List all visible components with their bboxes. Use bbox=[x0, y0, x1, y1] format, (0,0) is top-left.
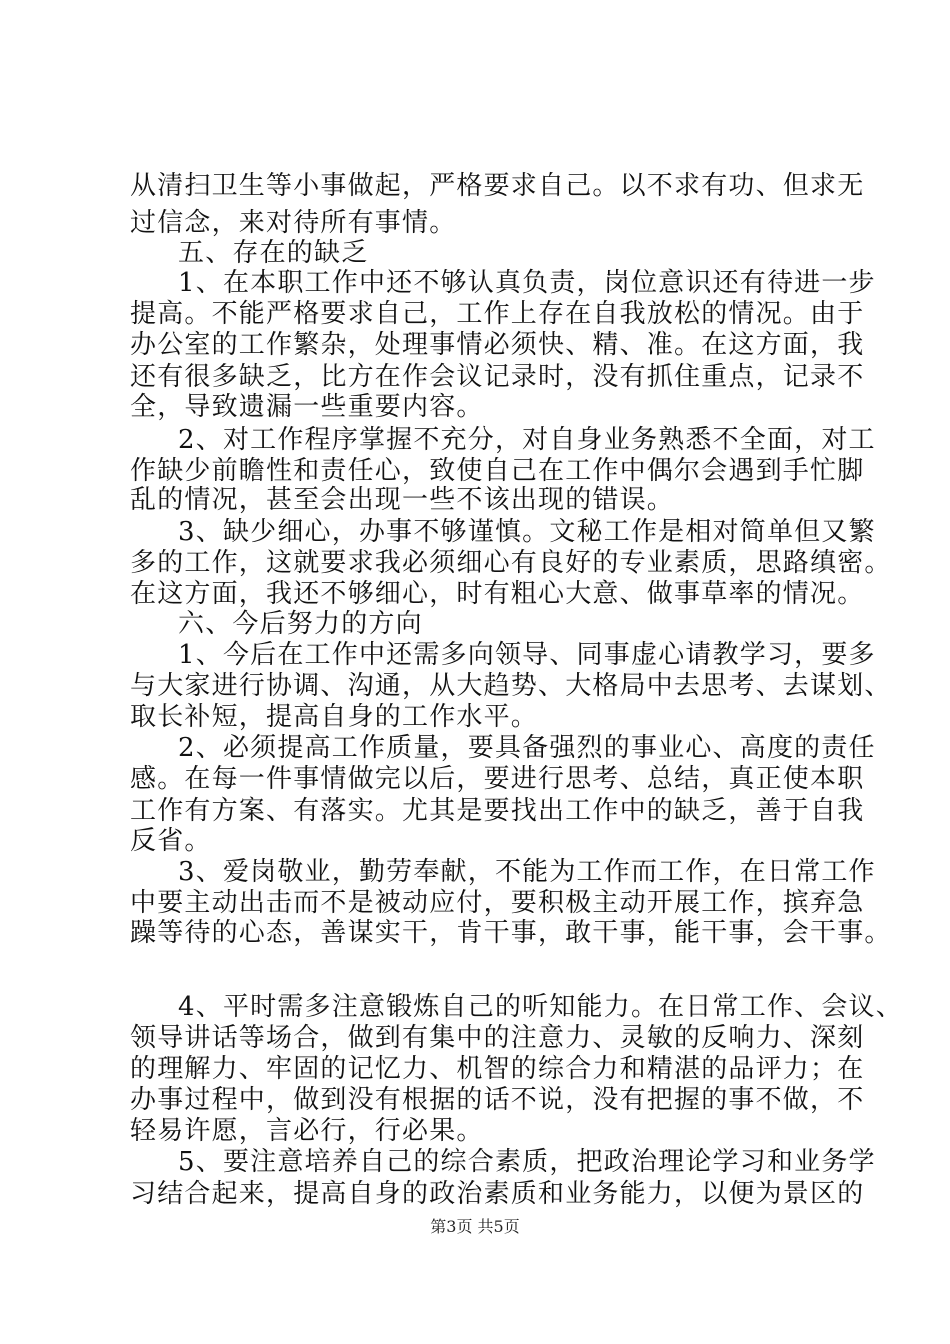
text-line: 躁等待的心态，善谋实干，肯干事，敢干事，能干事，会干事。 bbox=[130, 918, 892, 948]
text-line: 乱的情况，甚至会出现一些不该出现的错误。 bbox=[130, 485, 675, 515]
section-heading: 五、存在的缺乏 bbox=[178, 238, 369, 268]
text-line: 还有很多缺乏，比方在作会议记录时，没有抓住重点，记录不 bbox=[130, 362, 865, 392]
text-line: 轻易许愿，言必行，行必果。 bbox=[130, 1116, 484, 1146]
text-line: 领导讲话等场合，做到有集中的注意力、灵敏的反响力、深刻 bbox=[130, 1023, 865, 1053]
text-line: 过信念，来对待所有事情。 bbox=[130, 208, 457, 238]
text-line: 感。在每一件事情做完以后，要进行思考、总结，真正使本职 bbox=[130, 764, 865, 794]
text-line: 全，导致遗漏一些重要内容。 bbox=[130, 392, 484, 422]
text-line: 反省。 bbox=[130, 826, 212, 856]
text-line: 的理解力、牢固的记忆力、机智的综合力和精湛的品评力；在 bbox=[130, 1054, 865, 1084]
text-line: 工作有方案、有落实。尤其是要找出工作中的缺乏，善于自我 bbox=[130, 796, 865, 826]
text-line: 作缺少前瞻性和责任心，致使自己在工作中偶尔会遇到手忙脚 bbox=[130, 456, 865, 486]
text-line: 4、平时需多注意锻炼自己的听知能力。在日常工作、会议、 bbox=[178, 992, 903, 1022]
page-number-footer: 第3页 共5页 bbox=[430, 1217, 520, 1236]
text-line: 2、对工作程序掌握不充分，对自身业务熟悉不全面，对工 bbox=[178, 425, 876, 455]
text-line: 多的工作，这就要求我必须细心有良好的专业素质，思路缜密。 bbox=[130, 548, 892, 578]
text-line: 3、爱岗敬业，勤劳奉献，不能为工作而工作，在日常工作 bbox=[178, 857, 876, 887]
text-line: 1、今后在工作中还需多向领导、同事虚心请教学习，要多 bbox=[178, 640, 876, 670]
text-line: 习结合起来，提高自身的政治素质和业务能力，以便为景区的 bbox=[130, 1179, 865, 1209]
text-line: 取长补短，提高自身的工作水平。 bbox=[130, 702, 539, 732]
section-heading: 六、今后努力的方向 bbox=[178, 609, 423, 639]
text-line: 提高。不能严格要求自己，工作上存在自我放松的情况。由于 bbox=[130, 299, 865, 329]
text-line: 3、缺少细心，办事不够谨慎。文秘工作是相对简单但又繁 bbox=[178, 517, 876, 547]
text-line: 中要主动出击而不是被动应付，要积极主动开展工作，摈弃急 bbox=[130, 888, 865, 918]
text-line: 从清扫卫生等小事做起，严格要求自己。以不求有功、但求无 bbox=[130, 171, 865, 201]
text-line: 办公室的工作繁杂，处理事情必须快、精、准。在这方面，我 bbox=[130, 330, 865, 360]
text-line: 1、在本职工作中还不够认真负责，岗位意识还有待进一步 bbox=[178, 268, 876, 298]
text-line: 2、必须提高工作质量，要具备强烈的事业心、高度的责任 bbox=[178, 733, 876, 763]
text-line: 与大家进行协调、沟通，从大趋势、大格局中去思考、去谋划、 bbox=[130, 671, 892, 701]
text-line: 在这方面，我还不够细心，时有粗心大意、做事草率的情况。 bbox=[130, 579, 865, 609]
text-line: 办事过程中，做到没有根据的话不说，没有把握的事不做，不 bbox=[130, 1085, 865, 1115]
text-line: 5、要注意培养自己的综合素质，把政治理论学习和业务学 bbox=[178, 1147, 876, 1177]
